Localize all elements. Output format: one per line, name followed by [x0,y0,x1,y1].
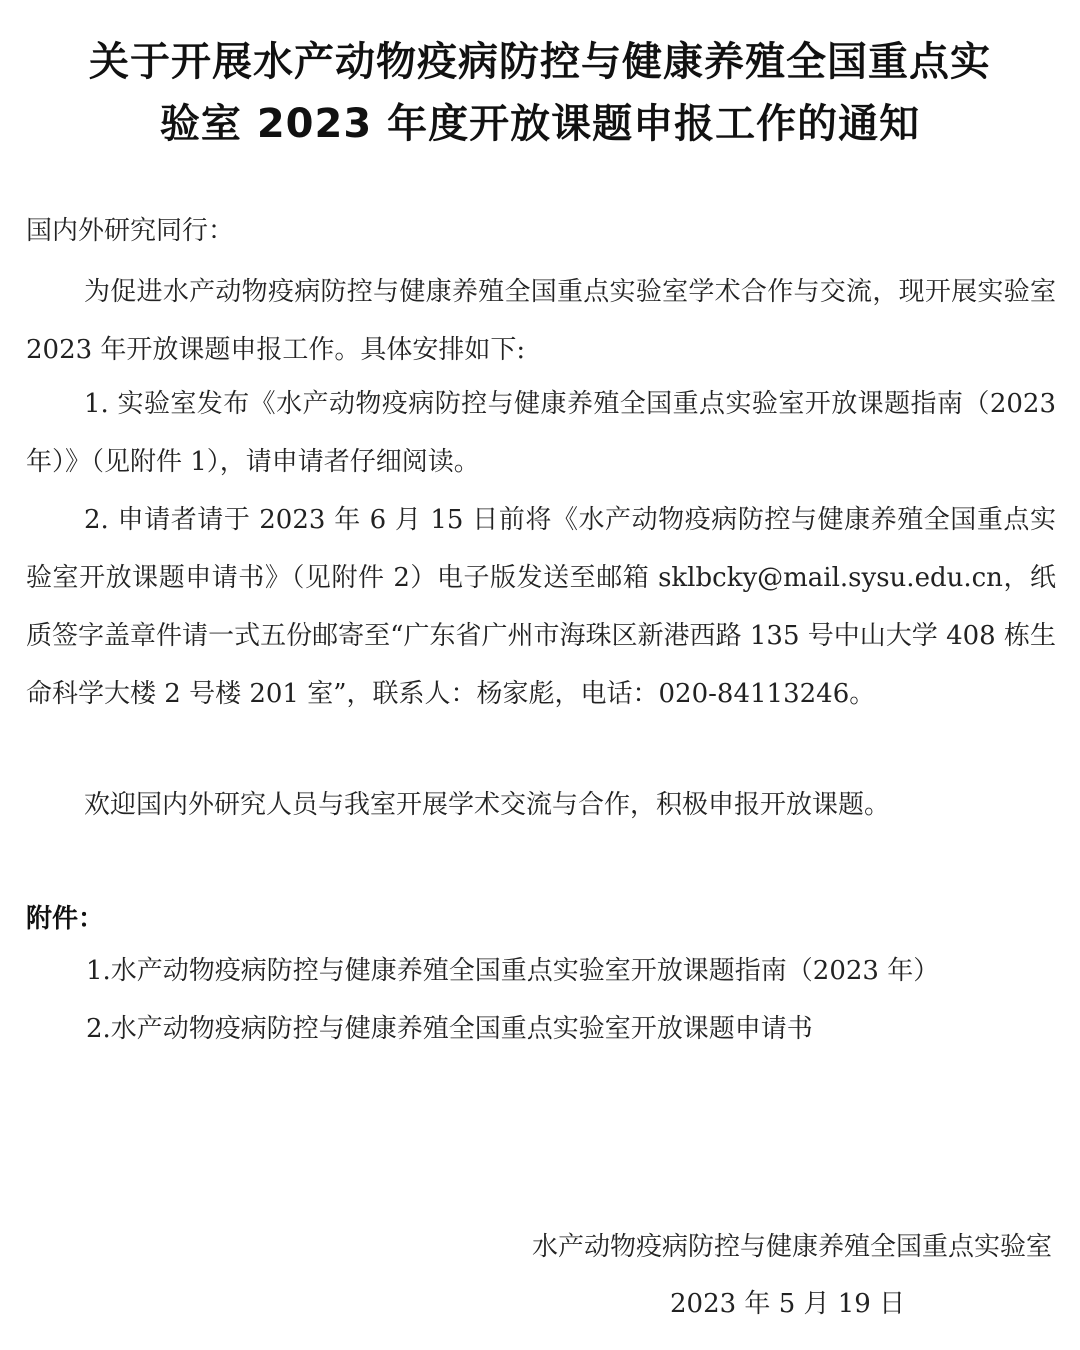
document-title-line-1: 关于开展水产动物疫病防控与健康养殖全国重点实 [89,39,991,85]
attachments-heading: 附件： [26,904,105,934]
signature-organization: 水产动物疫病防控与健康养殖全国重点实验室 [531,1232,1052,1262]
paragraph-item-2: 2. 申请者请于 2023 年 6 月 15 日前将《水产动物疫病防控与健康养殖全国重点实验室开放课题申请书》（见附件 2）电子版发送至邮箱 sklbcky@mail.sysu.edu.cn，纸质签字盖章件请一式五份邮寄至“广东省广州市海珠区新港西路 135 号中山大学 408 栋生命科学大楼 2 号楼 201 室”，联系人：杨家彪，电话：020-84113246。 [26,505,1056,709]
attachment-item-2: 2.水产动物疫病防控与健康养殖全国重点实验室开放课题申请书 [86,1014,813,1044]
paragraph-item-1: 1. 实验室发布《水产动物疫病防控与健康养殖全国重点实验室开放课题指南（2023 年）》（见附件 1），请申请者仔细阅读。 [26,389,1056,477]
document-title-line-2: 验室 2023 年度开放课题申报工作的通知 [159,101,921,147]
salutation: 国内外研究同行： [26,216,235,246]
signature-date: 2023 年 5 月 19 日 [670,1289,906,1319]
attachment-item-1: 1.水产动物疫病防控与健康养殖全国重点实验室开放课题指南（2023 年） [86,956,940,986]
paragraph-closing: 欢迎国内外研究人员与我室开展学术交流与合作，积极申报开放课题。 [84,790,891,820]
paragraph-intro: 为促进水产动物疫病防控与健康养殖全国重点实验室学术合作与交流，现开展实验室 2023 年开放课题申报工作。具体安排如下: [26,277,1056,365]
